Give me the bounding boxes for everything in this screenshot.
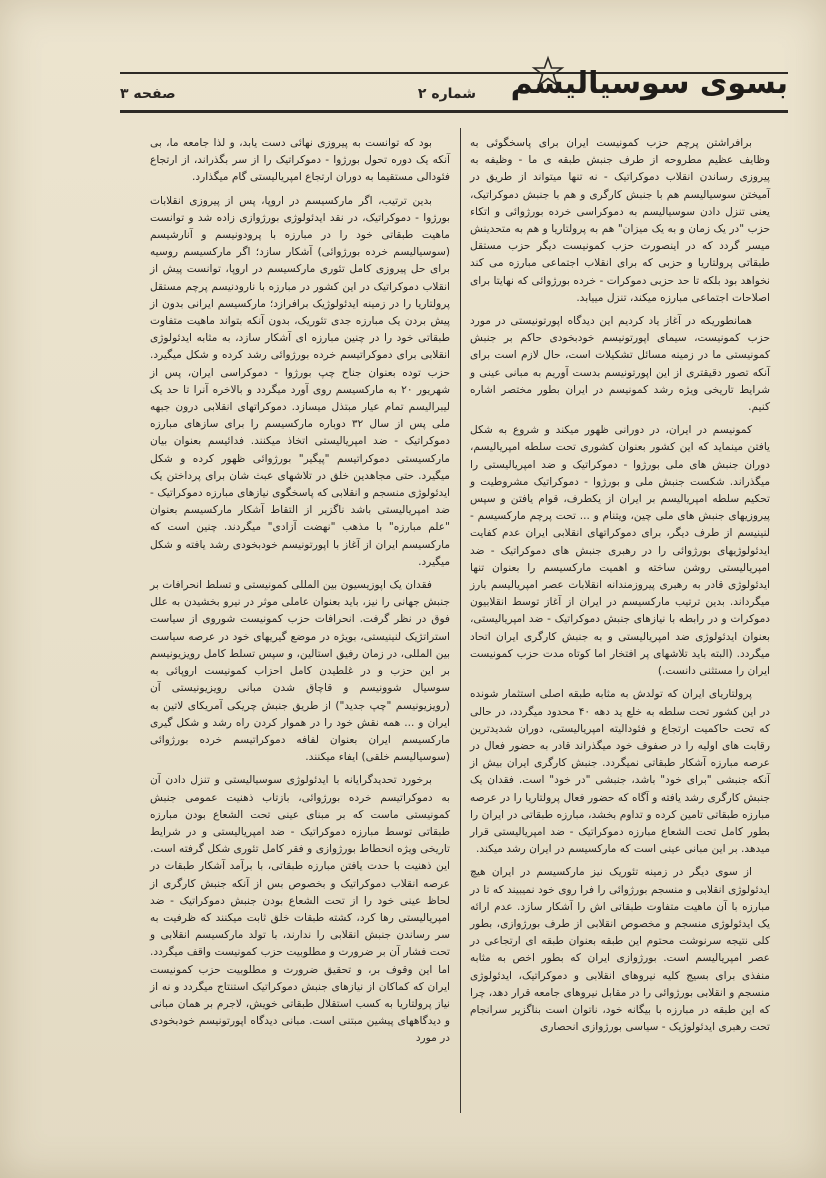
paragraph: همانطوریکه در آغاز یاد کردیم این دیدگاه اپورتونیستی در مورد حزب کمونیست، سیمای اپورتونیسم خودبخودی حاکم بر جنبش کمونیستی ما در زمینه مسائل تشکیلات است، حال لازم است برای آنکه تصور دقیقتری از این اپورتونیسم بدست آوریم به مبانی عینی و شرایط تاریخی ویژه رشد کمونیسم در ایران بطور مختصر اشاره کنیم. <box>470 315 770 414</box>
paragraph: بدین ترتیب، اگر مارکسیسم در اروپا، پس از پیروزی انقلابات بورژوا - دموکراتیک، در نقد ایدئولوژی بورژوازی زاده شد و توانست ماهیت طبقاتی خود را در مبارزه با پرودونیسم و آنارشیسم (سوسیالیسم خرده بورژوائی) آشکار سازد؛ اگر مارکسیسم روسیه برای حل پیروزی کامل تئوری مارکسیسم در اروپا، توانست پیش از انقلاب دموکراتیک در این کشور در مبارزه با نارودنیسم پرچم مستقل پرولتاریا را در زمینه ایدئولوژیک برافرازد؛ مارکسیسم ایرانی بدون از پیش بردن یک مبارزه جدی تئوریک، بدون آنکه بتواند ماهیت متفاوت طبقاتی خود را در چنین مبارزه ای آشکار سازد، به مثابه ایدئولوژی انقلابی برای دموکراتیسم خرده بورژوائی رشد کرده و شکل میگیرد. حزب توده بعنوان جناح چپ بورژوا - دموکراسی ایران، پس از شهریور ۲۰ به مارکسیسم روی آورد میگردد و بالاخره آنرا تا حد یک لیبرالیسم تمام عیار مبتذل میسازد. دموکراتهای انقلابی درون جبهه ملی پس از سال ۳۲ دوباره مارکسیسم را برای سازهای مبارزه دموکراتیک - ضد امپریالیستی اتخاذ میکنند. فدائیسم بعنوان بیان مارکسیستی دموکراتیسم "پیگیر" بورژوائی ظهور کرده و شکل میگیرد. حتی مجاهدین خلق در تلاشهای عبث شان برای پرداختن یک ایدئولوژی منسجم و انقلابی که پاسخگوی نیازهای مبارزه دموکراتیک - ضد امپریالیستی باشد ناگزیر از التقاط آشکار مارکسیسم بعنوان "علم مبارزه" با مذهب "نهضت آزادی" میگردند. چنین است که مارکسیسم ایران از آغاز با اپورتونیسم خودبخودی رشد یافته و شکل میگیرد. <box>150 194 450 568</box>
paragraph: کمونیسم در ایران، در دورانی ظهور میکند و شروع به شکل یافتن مینماید که این کشور بعنوان کشوری تحت سلطه امپریالیسم، دوران جنبش های ملی بورژوا - دموکراتیک و ضد امپریالیستی را میگذراند. شکست جنبش ملی و بورژوا - دموکراتیک مشروطیت و تحکیم سلطه امپریالیسم بر ایران از یکطرف، قوام یافتن و سپس پیروزیهای جنبش های ملی چین، ویتنام و ... تحت پرچم مارکسیسم - لنینیسم از طرف دیگر، برای دموکراتهای انقلابی ایران عدم کفایت ایدئولوژیهای بورژوائی را در رهبری جنبش های دموکراتیک - ضد امپریالیستی روشن ساخته و اهمیت مارکسیسم را بعنوان تنها ایدئولوژی قادر به رهبری پیروزمندانه انقلابات عصر امپریالیسم بارز میگرداند. بدین ترتیب مارکسیسم در ایران از آغاز توسط انقلابیون دموکرات و در رابطه با نیازهای جنبش دموکراتیک - ضد امپریالیستی، بعنوان ایدئولوژی ضد امپریالیستی و به جنبش کارگری ایران اتحاد میگردد. (البته باید تلاشهای پر افتخار اما کوتاه مدت حزب کمونیست ایران را مستثنی دانست.) <box>470 424 770 678</box>
masthead <box>120 52 788 116</box>
column-left <box>150 135 450 1115</box>
paragraph: از سوی دیگر در زمینه تئوریک نیز مارکسیسم در ایران هیچ ایدئولوژی انقلابی و منسجم بورژوائی را فرا روی خود نمیبیند که تا در مبارزه با آن ماهیت متفاوت طبقاتی اش را آشکار سازد. عدم ارائه یک ایدئولوژی منسجم و مخصوص انقلابی از طرف بورژوازی، بطور کلی نتیجه سرنوشت محتوم این طبقه بعنوان طبقه ای ارتجاعی در عصر امپریالیسم است. بورژوازی ایران که بطور اخص به مثابه منفذی برای بسیج کلیه نیروهای انقلابی و دموکراتیک، ایدئولوژی منسجم و انقلابی بورژوائی را در مقابل نیروهای جامعه قرار دهد، چرا که این طبقه در مبارزه با بیگانه خود، ناتوان است بناگزیر سرانجام تحت رهبری ایدئولوژیک - سیاسی بورژوازی انحصاری <box>470 866 770 1034</box>
star-icon <box>532 56 564 88</box>
paragraph: برخورد تحدیدگرایانه با ایدئولوژی سوسیالیستی و تنزل دادن آن به دموکراتیسم خرده بورژوائی، بازتاب ذهنیت عمومی جنبش کمونیستی ماست که بر مبنای عینی تحت الشعاع بودن مبارزه طبقاتی توسط مبارزه دموکراتیک - ضد امپریالیستی و در شرایط تاریخی ویژه انحطاط بورژوازی و فقر کامل تئوری شکل گرفته است. این ذهنیت با حدت یافتن مبارزه طبقاتی، با برآمد آشکار طبقات در عرصه انقلاب دموکراتیک و بخصوص بس از آنکه جنبش کارگری از لحاظ عینی خود را از تحت الشعاع بودن جنبش دموکراتیک - ضد امپریالیستی رها کرد، کشته طبقات خلق ثابت میکنند که ظرفیت به سر رساندن جنبش انقلابی را ندارند، با تولد مارکسیسم انقلابی و تحت فشار آن بر ضرورت و مطلوبیت حزب کمونیست واقف میگردد. اما این وقوف بر، و تحقیق ضرورت و مطلوبیت حزب کمونیست ایران که کماکان از نیازهای جنبش دموکراتیک استنتاج میگردد و نه از نیاز پرولتاریا به کسب استقلال طبقاتی خویش، لاجرم بر همان مبانی و دیدگاههای پیشین مبتنی است. مبانی دیدگاه اپورتونیسم خودبخودی در مورد <box>150 774 450 1045</box>
paragraph: برافراشتن پرچم حزب کمونیست ایران برای پاسخگوئی به وظایف عظیم مطروحه از طرف جنبش طبقه ی ما - وظیفه به پیروزی رساندن انقلاب دموکراتیک - نه تنها میتواند از طریق در آمیختن سوسیالیسم هم با جنبش کارگری و هم با جنبش دموکراتیک، یعنی تنزل دادن سوسیالیسم به دموکراسی خرده بورژوائی و اتکاء حزب "در یک زمان و به یک میزان" هم به پرولتاریا و هم به متحدینش میسر گردد که در اینصورت حزب کمونیست دیگر حزب مستقل طبقاتی پرولتاریا و حزبی که برای انقلاب اجتماعی مبارزه می کند نخواهد بود بلکه تا حد حزبی دموکرات - خرده بورژوائی که نهایتا برای اصلاحات اجتماعی مبارزه میکند، تنزل مییابد. <box>470 137 770 304</box>
masthead-logo: بسوی سوسیالیسم <box>510 66 788 101</box>
issue-number: شماره ۲ <box>417 86 477 102</box>
masthead-bottom-rule <box>120 110 788 113</box>
paragraph: بود که توانست به پیروزی نهائی دست یابد، و لذا جامعه ما، بی آنکه یک دوره تحول بورژوا - دموکراتیک را از سر بگذراند، از ارتجاع فئودالی مستقیما به دوران ارتجاع امپریالیستی گام میگذارد. <box>150 137 450 184</box>
page-number: صفحه ۳ <box>120 86 176 102</box>
column-right <box>470 135 770 1115</box>
paragraph: فقدان یک اپوزیسیون بین المللی کمونیستی و تسلط انحرافات بر جنبش جهانی را نیز، باید بعنوان عاملی موثر در نیرو بخشیدن به علل فوق در نظر گرفت. انحرافات حزب کمونیست شوروی از سیاست استراتژیک لنینیستی، بویژه در موضع گیریهای خود در عرصه سیاست بین المللی، در زمان رفیق استالین، و سپس تسلط کامل رویزیونیسم بر این حزب و در غلطیدن کامل احزاب کمونیست اروپائی به سوسیال شوونیسم و قاچاق شدن مبانی رویزیونیستی آن (رویزیونیسم "چپ جدید") از طریق جنبش چریکی آمریکای لاتین به ایران و ... همه نقش خود را در هموار کردن راه رشد و شکل گیری مارکسیسم ایران بعنوان لفافه دموکراتیسم خرده بورژوائی (سوسیالیسم خلقی) ایفاء میکنند. <box>150 579 450 764</box>
paragraph: پرولتاریای ایران که تولدش به مثابه طبقه اصلی استثمار شونده در این کشور تحت سلطه به خلع ید دهه ۴۰ محدود میگردد، در حالی که تحت حاکمیت ارتجاع و فئودالیته امپریالیستی، دوران شدیدترین رقابت های اولیه را در صفوف خود میگذراند قادر به حضور فعال در عرصه مبارزه آشکار طبقاتی نمیگردد. جنبش کارگری ایران بیش از آنکه جنبشی "برای خود" باشد، جنبشی "در خود" است. فقدان یک جنبش کارگری رشد یافته و آگاه که حضور فعال پرولتاریا را در عرصه مبارزه طبقاتی تامین کرده و تداوم بخشد، مبارزه طبقاتی در ایران را بطور کامل تحت الشعاع مبارزه دموکراتیک - ضد امپریالیستی قرار میدهد. بر این مبانی عینی است که مارکسیسم در ایران رشد میکند. <box>470 688 771 856</box>
column-divider <box>460 128 461 1113</box>
